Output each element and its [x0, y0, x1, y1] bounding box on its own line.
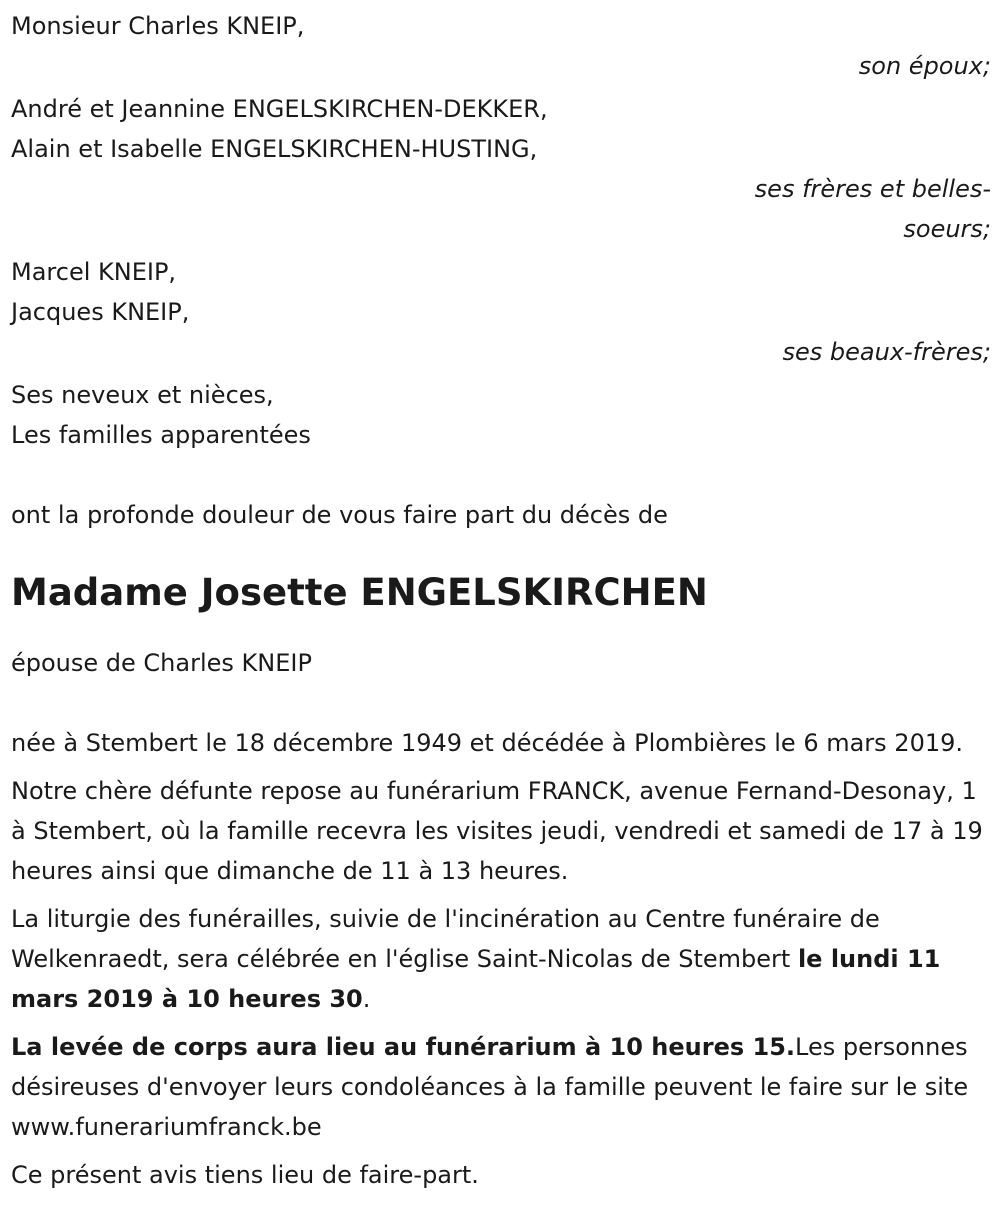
announcement-text: ont la profonde douleur de vous faire part du décès de	[11, 501, 668, 529]
levee-paragraph	[11, 1027, 991, 1147]
siblings-role-line: ses frères et belles-	[754, 175, 991, 203]
spouse-line: épouse de Charles KNEIP	[11, 649, 312, 677]
closing-paragraph: Ce présent avis tiens lieu de faire-part.	[11, 1161, 479, 1189]
other-relatives: Ses neveux et nièces,	[11, 381, 274, 409]
husband-name: Monsieur Charles KNEIP,	[11, 12, 305, 40]
brother-in-law-name: Jacques KNEIP,	[11, 298, 190, 326]
liturgy-text: La liturgie des funérailles, suivie de l'incinération au Centre funéraire de Welkenraedt, sera célébrée en l'église Saint-Nicolas de Stembert	[11, 905, 880, 973]
condolences-text: Les personnes désireuses d'envoyer leurs condoléances à la famille peuvent le faire sur le site www.funerariumfranck.be	[11, 1033, 969, 1141]
liturgy-paragraph	[11, 899, 991, 1019]
brothers-in-law-role: ses beaux-frères;	[782, 338, 991, 366]
siblings-role-line: soeurs;	[903, 215, 991, 243]
deceased-name: Madame Josette ENGELSKIRCHEN	[11, 571, 708, 614]
sibling-name: Alain et Isabelle ENGELSKIRCHEN-HUSTING,	[11, 135, 538, 163]
levee-bold: La levée de corps aura lieu au funérarium à 10 heures 15.	[11, 1033, 796, 1061]
siblings-role	[11, 169, 991, 249]
viewing-paragraph: Notre chère défunte repose au funérarium FRANCK, avenue Fernand-Desonay, 1 à Stembert, où la famille recevra les visites jeudi, vendredi et samedi de 17 à 19 heures ainsi que dimanche de 11 à 13 heures.	[11, 777, 983, 885]
birth-death-paragraph: née à Stembert le 18 décembre 1949 et décédée à Plombières le 6 mars 2019.	[11, 729, 964, 757]
husband-role: son époux;	[858, 52, 991, 80]
liturgy-date: le lundi 11 mars 2019 à 10 heures 30	[11, 945, 941, 1013]
obituary-notice	[11, 6, 991, 1195]
sibling-name: André et Jeannine ENGELSKIRCHEN-DEKKER,	[11, 95, 548, 123]
brother-in-law-name: Marcel KNEIP,	[11, 258, 177, 286]
other-relatives: Les familles apparentées	[11, 421, 311, 449]
liturgy-end: .	[362, 985, 371, 1013]
